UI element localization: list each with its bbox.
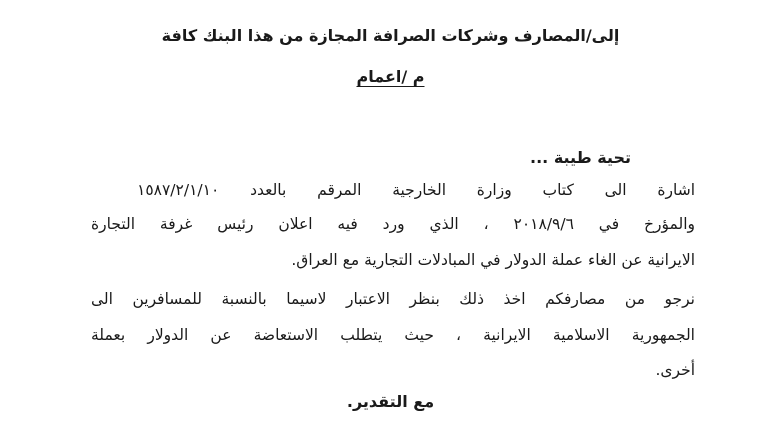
closing-line: مع التقدير. (346, 392, 435, 411)
subject-line: م /اعمام (356, 67, 425, 86)
paragraph-1-line-1: اشارة الى كتاب وزارة الخارجية المرقم بالعدد ١٥٨٧/٢/١/١٠ (137, 181, 695, 199)
addressee-line: إلى/المصارف وشركات الصرافة المجازة من هذا البنك كافة (161, 26, 620, 45)
greeting: تحية طيبة ... (530, 148, 631, 167)
paragraph-1-line-2: والمؤرخ في ٢٠١٨/٩/٦ ، الذي ورد فيه اعلان رئيس غرفة التجارة (91, 215, 695, 233)
paragraph-2-line-3: أخرى. (655, 361, 695, 379)
paragraph-2-line-2: الجمهورية الاسلامية الايرانية ، حيث يتطلب الاستعاضة عن الدولار بعملة (91, 326, 695, 344)
paragraph-2-line-1: نرجو من مصارفكم اخذ ذلك بنظر الاعتبار لاسيما بالنسبة للمسافرين الى (91, 290, 695, 308)
paragraph-1-line-3: الايرانية عن الغاء عملة الدولار في المبادلات التجارية مع العراق. (291, 251, 695, 269)
